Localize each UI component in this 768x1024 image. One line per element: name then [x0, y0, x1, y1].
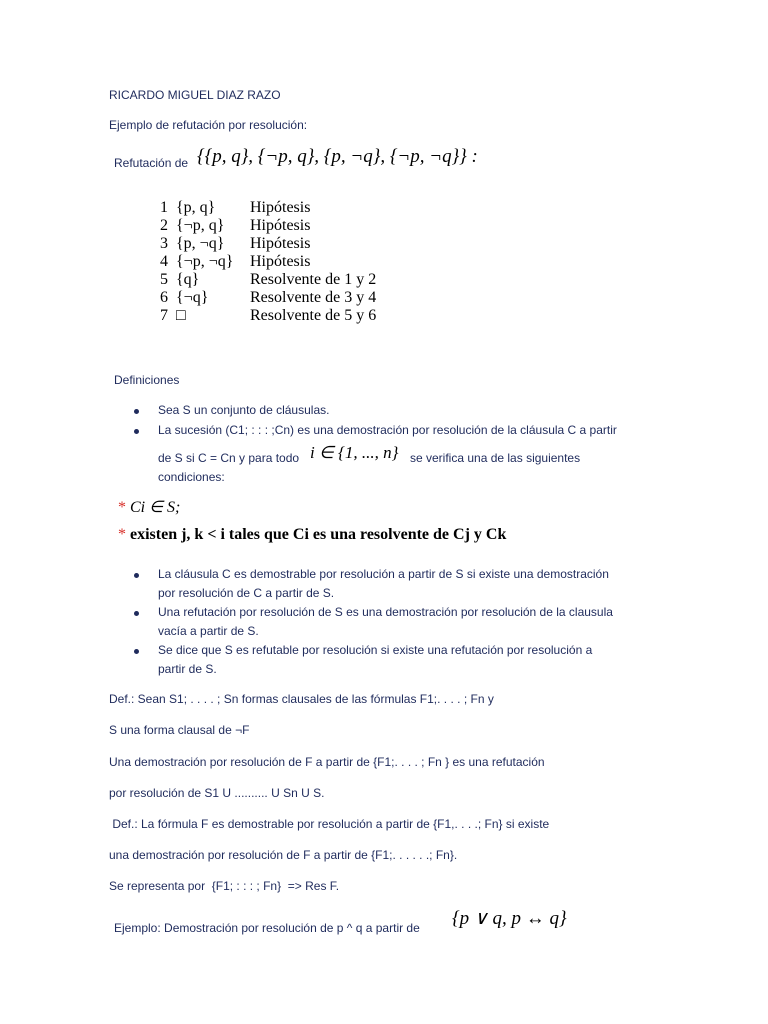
definition-item-cont: vacía a partir de S.	[158, 624, 259, 638]
step-clause: {¬q}	[176, 289, 209, 306]
paragraph: Se representa por {F1; : : : ; Fn} => Res F.	[109, 879, 340, 893]
step-justification: Resolvente de 3 y 4	[250, 289, 377, 306]
bullet-icon	[134, 611, 139, 616]
table-row	[160, 253, 376, 271]
step-number: 2	[160, 217, 168, 234]
condition-text: existen j, k < i tales que Ci es una resolvente de Cj y Ck	[130, 526, 507, 543]
definition-item-cont: por resolución de C a partir de S.	[158, 586, 335, 600]
condition-text: Ci ∈ S;	[130, 499, 181, 516]
bullet-icon	[134, 573, 139, 578]
author-name: RICARDO MIGUEL DIAZ RAZO	[109, 88, 281, 102]
step-number: 1	[160, 199, 168, 216]
bullet-icon	[134, 649, 139, 654]
condition-1	[118, 497, 180, 517]
bullet-icon	[134, 429, 139, 434]
table-row	[160, 307, 376, 325]
step-clause: {p, q}	[176, 199, 216, 216]
step-clause: {¬p, q}	[176, 217, 225, 234]
table-row	[160, 199, 376, 217]
final-example-set: {p ∨ q, p ↔ q}	[452, 908, 567, 929]
step-clause: □	[176, 307, 186, 324]
step-clause: {q}	[176, 271, 200, 288]
definition-item-cont: se verifica una de las siguientes	[410, 451, 581, 465]
refutation-set: {{p, q}, {¬p, q}, {p, ¬q}, {¬p, ¬q}} :	[197, 146, 478, 167]
condition-2	[118, 526, 506, 544]
index-range: i ∈ {1, ..., n}	[310, 443, 399, 462]
table-row	[160, 217, 376, 235]
refutation-label: Refutación de	[114, 156, 189, 170]
step-clause: {¬p, ¬q}	[176, 253, 234, 270]
definition-item: Se dice que S es refutable por resolución si existe una refutación por resolución a	[158, 643, 593, 657]
paragraph: S una forma clausal de ¬F	[109, 723, 250, 737]
step-justification: Hipótesis	[250, 217, 311, 234]
definition-item-cont: condiciones:	[158, 470, 225, 484]
step-justification: Resolvente de 5 y 6	[250, 307, 377, 324]
step-justification: Resolvente de 1 y 2	[250, 271, 377, 288]
table-row	[160, 271, 376, 289]
definition-item: Sea S un conjunto de cláusulas.	[158, 403, 330, 417]
condition-star: *	[118, 499, 126, 516]
step-justification: Hipótesis	[250, 235, 311, 252]
table-row	[160, 235, 376, 253]
example-heading: Ejemplo de refutación por resolución:	[109, 118, 308, 132]
definition-item-cont: de S si C = Cn y para todo	[158, 451, 300, 465]
step-clause: {p, ¬q}	[176, 235, 225, 252]
resolution-steps	[160, 199, 376, 325]
table-row	[160, 289, 376, 307]
step-number: 7	[160, 307, 168, 324]
definition-item-cont: partir de S.	[158, 662, 217, 676]
paragraph: Def.: La fórmula F es demostrable por resolución a partir de {F1,. . . .; Fn} si existe	[109, 817, 550, 831]
definitions-heading: Definiciones	[114, 373, 180, 387]
paragraph: una demostración por resolución de F a partir de {F1;. . . . . .; Fn}.	[109, 848, 458, 862]
final-example-label: Ejemplo: Demostración por resolución de p ^ q a partir de	[114, 921, 420, 935]
step-justification: Hipótesis	[250, 253, 311, 270]
definition-item: Una refutación por resolución de S es una demostración por resolución de la clausula	[158, 605, 613, 619]
paragraph: Una demostración por resolución de F a partir de {F1;. . . . ; Fn } es una refutación	[109, 755, 545, 769]
definition-item: La cláusula C es demostrable por resolución a partir de S si existe una demostración	[158, 567, 609, 581]
step-number: 3	[160, 235, 168, 252]
step-number: 5	[160, 271, 168, 288]
condition-star: *	[118, 526, 126, 543]
step-justification: Hipótesis	[250, 199, 311, 216]
step-number: 4	[160, 253, 168, 270]
step-number: 6	[160, 289, 168, 306]
definition-item: La sucesión (C1; : : : ;Cn) es una demostración por resolución de la cláusula C a partir	[158, 423, 617, 437]
paragraph: por resolución de S1 U .......... U Sn U S.	[109, 786, 325, 800]
bullet-icon	[134, 409, 139, 414]
paragraph: Def.: Sean S1; . . . . ; Sn formas clausales de las fórmulas F1;. . . . ; Fn y	[109, 692, 494, 706]
